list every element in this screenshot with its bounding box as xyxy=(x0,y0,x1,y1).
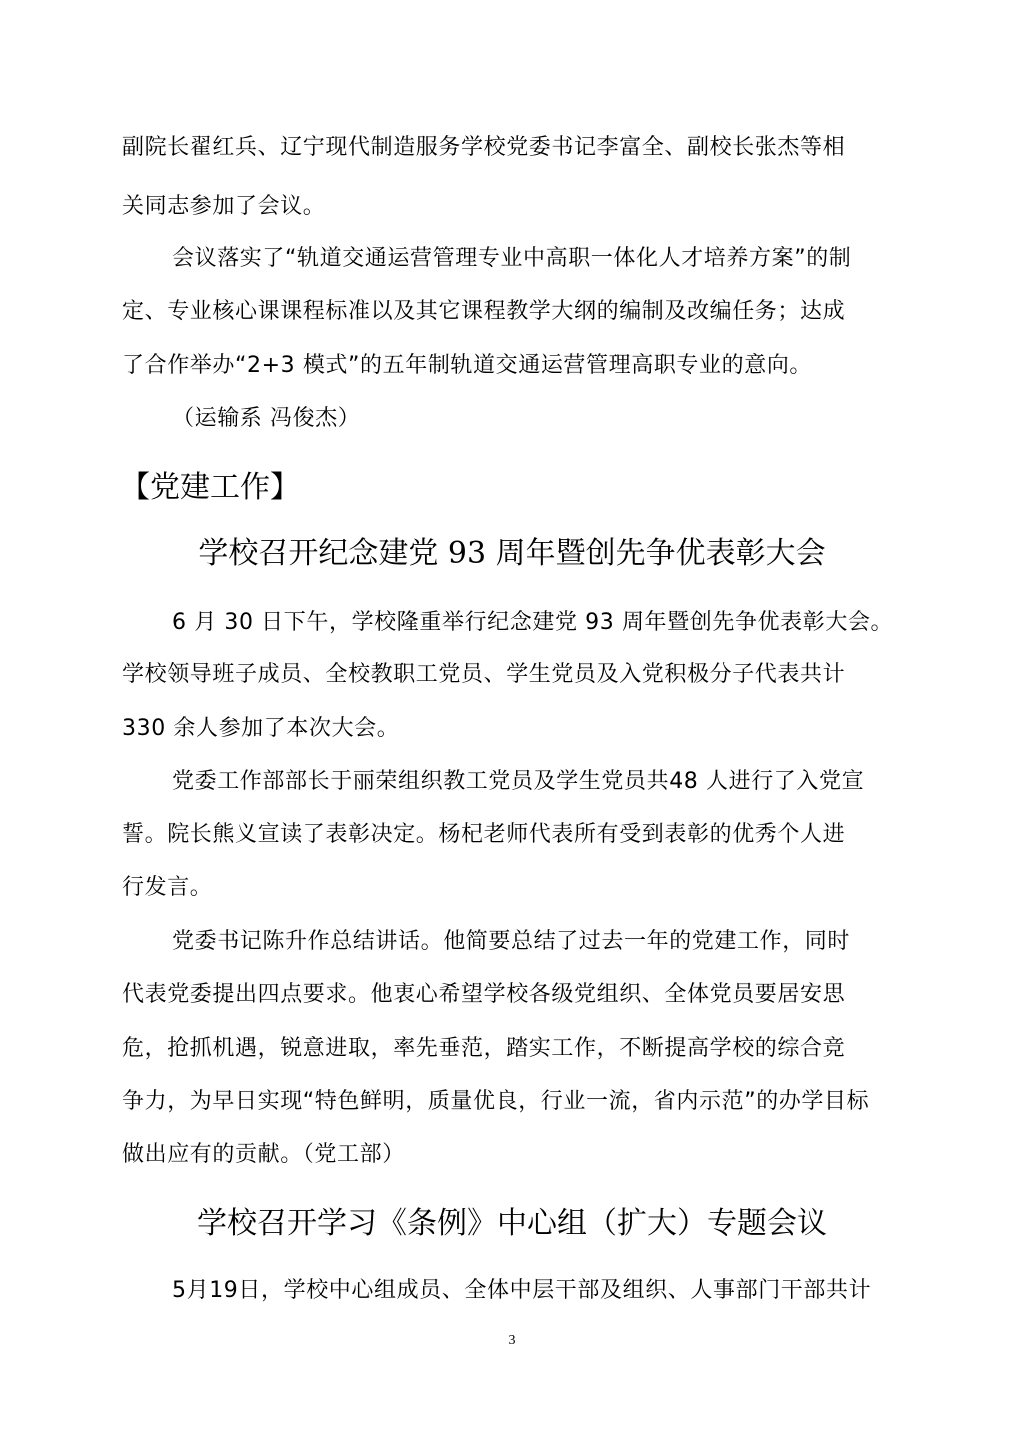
article-2-p1-line-1: 5月19日，学校中心组成员、全体中层干部及组织、人事部门干部共计 xyxy=(172,1278,872,1303)
article-1-title: 学校召开纪念建党 93 周年暨创先争优表彰大会 xyxy=(198,536,826,571)
article-2-title: 学校召开学习《条例》中心组（扩大）专题会议 xyxy=(197,1206,827,1241)
meeting-line-2: 定、专业核心课课程标准以及其它课程教学大纲的编制及改编任务；达成 xyxy=(122,299,846,324)
article-1-p2-line-2: 誓。院长熊义宣读了表彰决定。杨杞老师代表所有受到表彰的优秀个人进 xyxy=(122,822,846,847)
intro-line-1: 副院长翟红兵、辽宁现代制造服务学校党委书记李富全、副校长张杰等相 xyxy=(122,135,846,160)
byline-transport-dept: （运输系 冯俊杰） xyxy=(172,406,361,431)
article-1-p1-line-1: 6 月 30 日下午，学校隆重举行纪念建党 93 周年暨创先争优表彰大会。 xyxy=(172,610,894,635)
article-1-p1-line-3: 330 余人参加了本次大会。 xyxy=(122,716,400,741)
article-1-p3-line-5: 做出应有的贡献。（党工部） xyxy=(122,1142,405,1167)
article-1-p3-line-4: 争力，为早日实现“特色鲜明，质量优良，行业一流，省内示范”的办学目标 xyxy=(122,1089,870,1114)
article-1-p3-line-1: 党委书记陈升作总结讲话。他简要总结了过去一年的党建工作，同时 xyxy=(172,929,851,954)
article-1-p3-line-3: 危，抢抓机遇，锐意进取，率先垂范，踏实工作，不断提高学校的综合竞 xyxy=(122,1036,846,1061)
meeting-line-1: 会议落实了“轨道交通运营管理专业中高职一体化人才培养方案”的制 xyxy=(172,246,852,271)
article-1-p3-line-2: 代表党委提出四点要求。他衷心希望学校各级党组织、全体党员要居安思 xyxy=(122,982,846,1007)
intro-line-2: 关同志参加了会议。 xyxy=(122,194,326,219)
section-heading-party-building: 【党建工作】 xyxy=(120,470,300,505)
article-1-p1-line-2: 学校领导班子成员、全校教职工党员、学生党员及入党积极分子代表共计 xyxy=(122,662,846,687)
page-number: 3 xyxy=(508,1333,516,1348)
article-1-p2-line-1: 党委工作部部长于丽荣组织教工党员及学生党员共48 人进行了入党宣 xyxy=(172,769,865,794)
meeting-line-3: 了合作举办“2+3 模式”的五年制轨道交通运营管理高职专业的意向。 xyxy=(122,353,813,378)
article-1-p2-line-3: 行发言。 xyxy=(122,875,213,900)
